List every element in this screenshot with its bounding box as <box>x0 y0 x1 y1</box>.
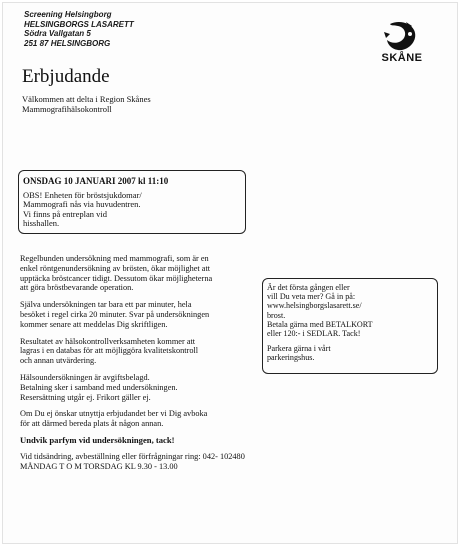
body-line: för att därmed bereda plats åt någon annan. <box>20 419 164 429</box>
body-line: Hälsoundersökningen är avgiftsbelagd. <box>20 372 150 382</box>
body-line: Resultatet av hälsokontrollverksamheten kommer att <box>20 336 196 346</box>
info-box <box>262 278 438 374</box>
intro-line: Mammografihälsokontroll <box>22 104 112 114</box>
paragraph-mammography <box>20 254 252 293</box>
body-line: Vid tidsändring, avbeställning eller förfrågningar ring: 042- 102480 <box>20 451 245 461</box>
body-line: Resersättning utgår ej. Frikort gäller ej. <box>20 392 151 402</box>
appointment-note-line: Vi finns på entreplan vid <box>23 208 107 219</box>
website-link: www.helsingborgslasarett.se/ <box>267 301 362 311</box>
logo-wordmark: SKÅNE <box>381 52 423 64</box>
page-title: Erbjudande <box>22 66 110 87</box>
sender-line: Södra Vallgatan 5 <box>24 29 91 38</box>
appointment-note-line: hisshallen. <box>23 218 60 228</box>
appointment-note-line: OBS! Enheten för bröstsjukdomar/ <box>23 189 142 200</box>
body-line: Om Du ej önskar utnyttja erbjudandet ber vi Dig avboka <box>20 409 208 419</box>
body-line: kommer senare att meddelas Dig skriftligen. <box>20 319 168 329</box>
body-line: Regelbunden undersökning med mammografi, som är en <box>20 254 209 263</box>
body-line: besöket i regel cirka 20 minuter. Svar på undersökningen <box>20 309 210 319</box>
info-line: eller 120:- i SEDLAR. Tack! <box>267 329 361 339</box>
paragraph-duration <box>20 300 252 329</box>
parking-line: parkeringshus. <box>267 353 315 363</box>
intro-line: Välkommen att delta i Region Skånes <box>22 94 151 104</box>
body-line: upptäcka bröstcancer tidigt. Dessutom ökar möjligheterna <box>20 273 213 283</box>
intro-text <box>22 94 151 114</box>
info-line: Är det första gången eller <box>267 283 350 292</box>
sender-line: HELSINGBORGS LASARETT <box>24 19 134 29</box>
paragraph-contact <box>20 452 252 472</box>
parking-line: Parkera gärna i vårt <box>267 344 331 354</box>
perfume-warning: Undvik parfym vid undersökningen, tack! <box>20 434 175 445</box>
sender-address <box>24 10 134 48</box>
sender-line: Screening Helsingborg <box>24 10 112 19</box>
body-line: att göra bröstbevarande operation. <box>20 283 134 293</box>
sender-line: 251 87 HELSINGBORG <box>24 38 111 48</box>
paragraph-fees <box>20 373 252 402</box>
website-link: brost. <box>267 310 286 320</box>
appointment-box <box>18 170 246 234</box>
body-line: lagras i en databas för att möjliggöra kvalitetskontroll <box>20 346 199 356</box>
body-line: Själva undersökningen tar bara ett par minuter, hela <box>20 300 192 310</box>
body-line: och annan utvärdering. <box>20 356 97 366</box>
body-line: enkel röntgenundersökning av brösten, ökar möjlighet att <box>20 263 211 273</box>
paragraph-cancel <box>20 409 252 429</box>
body-line: MÅNDAG T O M TORSDAG KL 9.30 - 13.00 <box>20 461 178 471</box>
body-line: Betalning sker i samband med undersökningen. <box>20 382 178 392</box>
appointment-date: ONSDAG 10 JANUARI 2007 kl 11:10 <box>23 176 169 186</box>
info-line: Betala gärna med BETALKORT <box>267 319 373 329</box>
letter-body <box>20 254 252 478</box>
info-line: vill Du veta mer? Gå in på: <box>267 292 356 302</box>
paragraph-results <box>20 337 252 366</box>
appointment-note-line: Mammografi nås via huvudentren. <box>23 199 141 209</box>
